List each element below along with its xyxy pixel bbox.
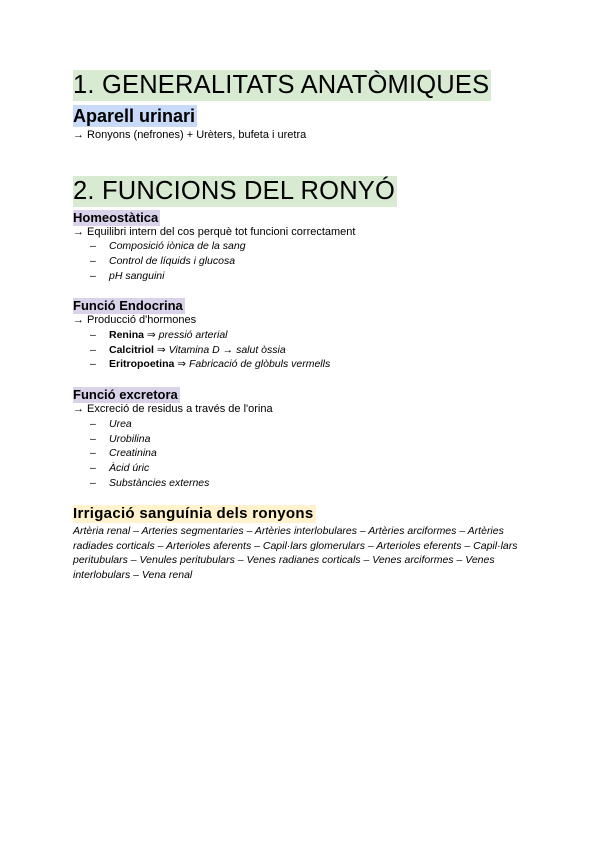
section-1-title: 1. GENERALITATS ANATÒMIQUES: [73, 71, 490, 99]
excretora-intro: → Excreció de residus a través de l'orina: [73, 403, 273, 416]
endocrina-heading: Funció Endocrina: [73, 298, 183, 314]
section-2: [73, 176, 533, 583]
aparell-urinari-heading: Aparell urinari: [73, 106, 196, 126]
section-2-title: 2. FUNCIONS DEL RONYÓ: [73, 176, 396, 205]
list-item: – Àcid úric: [90, 462, 150, 475]
irrigacio-heading: Irrigació sanguínia dels ronyons: [73, 504, 314, 522]
list-item: – Urea: [90, 417, 132, 430]
endocrina-list: [73, 328, 533, 372]
list-item: – Calcitriol ⇒ Vitamina D → salut òssia: [90, 343, 286, 356]
list-item: – pH sanguini: [90, 269, 165, 282]
list-item: – Composició iònica de la sang: [90, 240, 246, 252]
list-item: – Substàncies externes: [90, 476, 210, 489]
section-1: [73, 70, 533, 143]
document-page: [73, 70, 533, 583]
homeostatica-list: [73, 239, 533, 283]
list-item: – Creatinina: [90, 447, 157, 460]
homeostatica-intro: → Equilibri intern del cos perquè tot funcioni correctament: [73, 225, 356, 238]
aparell-urinari-line: → Ronyons (nefrones) + Urèters, bufeta i uretra: [73, 129, 307, 141]
homeostatica-heading: Homeostàtica: [73, 209, 159, 225]
endocrina-intro: → Producció d'hormones: [73, 314, 197, 327]
excretora-list: [73, 417, 533, 491]
list-item: – Control de líquids i glucosa: [90, 254, 236, 267]
list-item: – Urobilina: [90, 432, 151, 445]
list-item: – Eritropoetina ⇒ Fabricació de glòbuls vermells: [90, 358, 331, 371]
excretora-heading: Funció excretora: [73, 387, 178, 403]
list-item: – Renina ⇒ pressió arterial: [90, 328, 228, 341]
irrigacio-text: Artèria renal – Arteries segmentaries – Artèries interlobulares – Artèries arciformes – Artèries radiades corticals – Arterioles aferents – Capil·lars glomerulars – Arterioles eferents – Capil·lars peritubulars – Venules peritubulars – Venes radianes corticals – Venes arciformes – Venes interlobulars – Vena renal: [73, 524, 518, 582]
